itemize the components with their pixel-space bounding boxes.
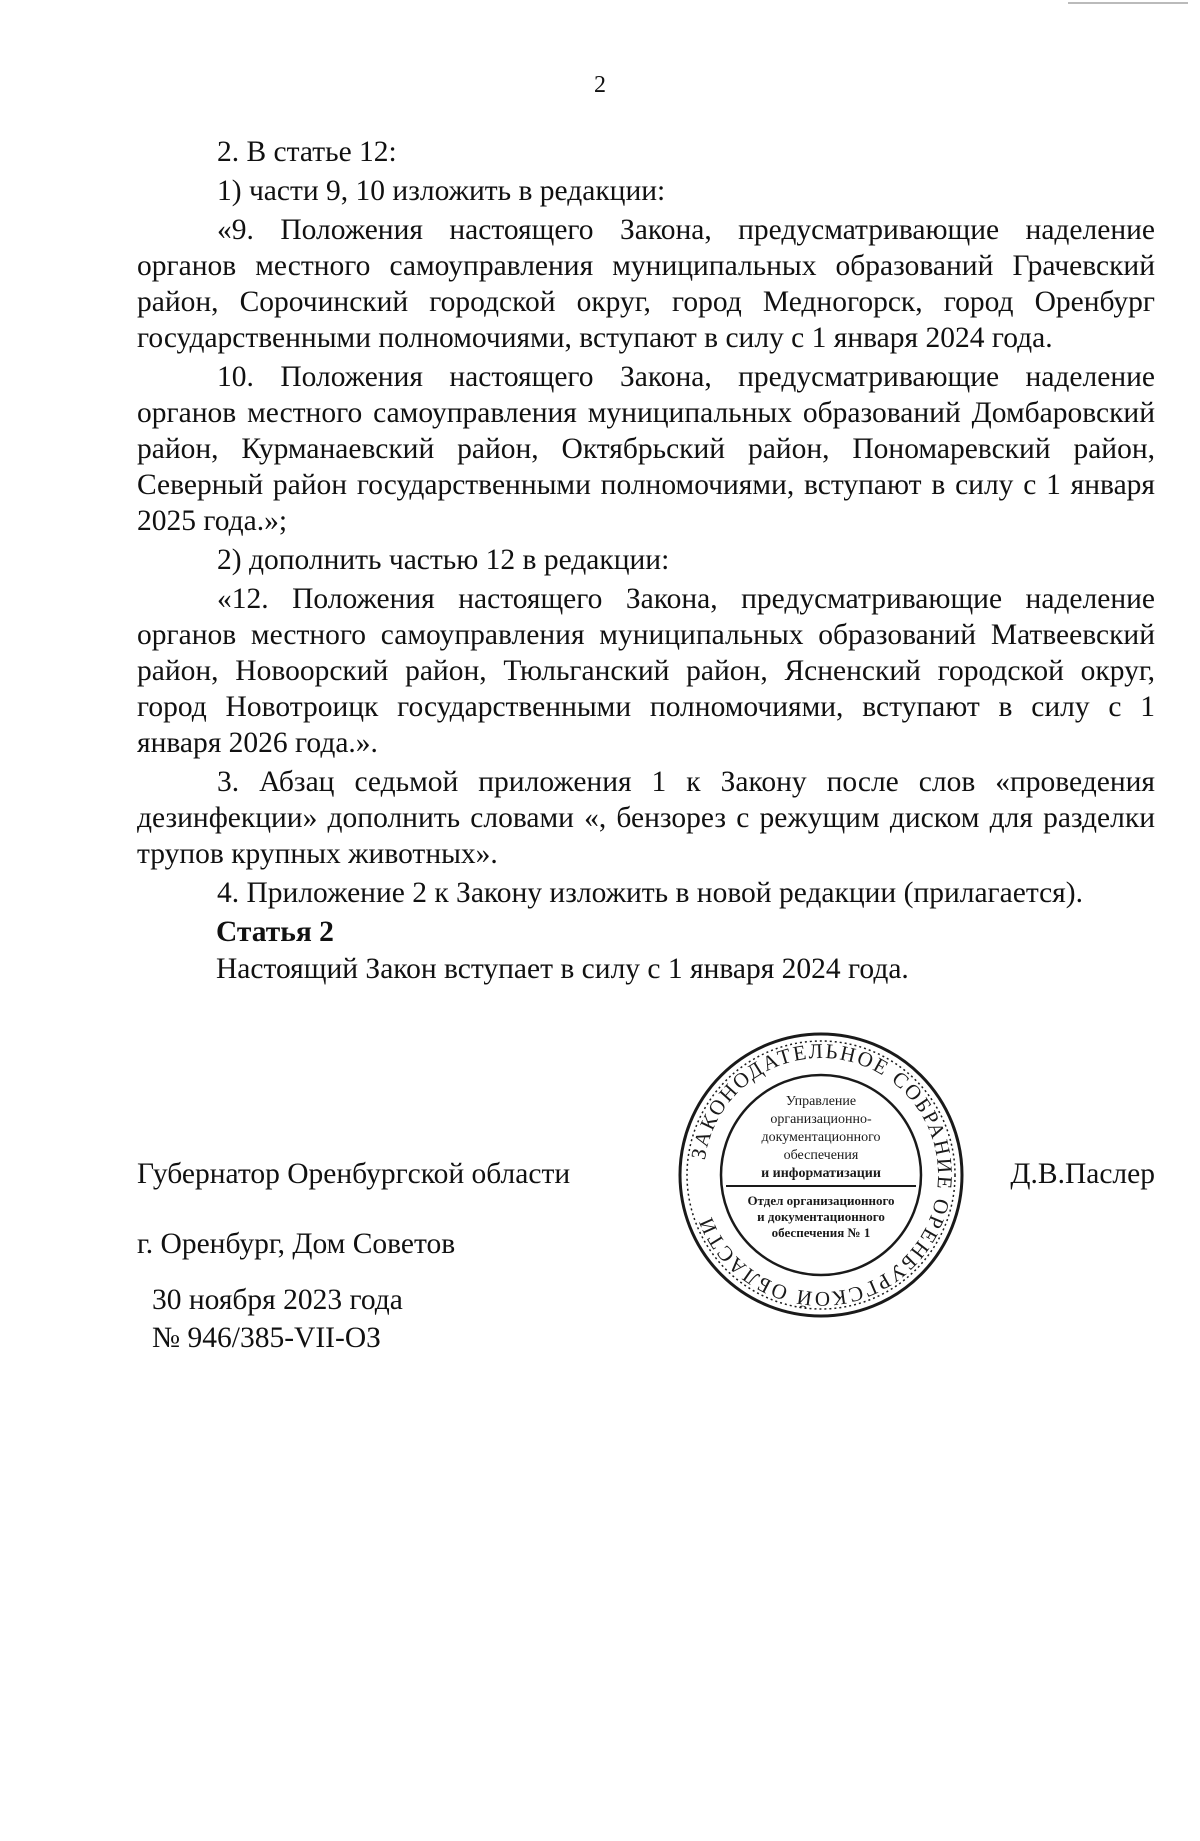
page-number: 2	[594, 72, 606, 98]
law-number: № 946/385-VII-ОЗ	[152, 1322, 381, 1354]
article-heading: Статья 2	[216, 916, 334, 948]
seal-line-5: и информатизации	[761, 1166, 881, 1181]
seal-line-1: Управление	[785, 1094, 857, 1109]
paragraph-part-10: 10. Положения настоящего Закона, предусматривающие наделение органов местного самоуправления муниципальных образований Домбаровский район, Курманаевский район, Октябрьский район, Пономаревский район, Северный район государственными полномочиями, вступают в силу с 1 января 2025 года.»;	[137, 361, 1155, 537]
paragraph-article-12-intro: 2. В статье 12:	[217, 136, 397, 168]
seal-line-8: обеспечения № 1	[771, 1225, 871, 1240]
official-seal-stamp	[676, 1030, 966, 1320]
seal-line-2: организационно-	[770, 1112, 872, 1127]
article-2-block	[216, 914, 909, 988]
signatory-title: Губернатор Оренбургской области	[137, 1158, 571, 1190]
paragraph-item-1: 1) части 9, 10 изложить в редакции:	[217, 175, 666, 207]
paragraph-part-9: «9. Положения настоящего Закона, предусматривающие наделение органов местного самоуправления муниципальных образований Грачевский район, Сорочинский городской округ, город Медногорск, город Оренбург государственными полномочиями, вступают в силу с 1 января 2024 года.	[137, 214, 1155, 354]
signing-place: г. Оренбург, Дом Советов	[137, 1228, 456, 1260]
paragraph-amendment-3: 3. Абзац седьмой приложения 1 к Закону после слов «проведения дезинфекции» дополнить словами «, бензорез с режущим диском для разделки трупов крупных животных».	[137, 766, 1155, 870]
signatory-name: Д.В.Паслер	[1010, 1158, 1155, 1190]
seal-ring-text: ЗАКОНОДАТЕЛЬНОЕ СОБРАНИЕ ОРЕНБУРГСКОЙ ОБЛАСТИ	[686, 1038, 958, 1312]
signing-date: 30 ноября 2023 года	[152, 1284, 403, 1316]
seal-center-text	[726, 1094, 916, 1240]
seal-line-3: документационного	[761, 1130, 881, 1145]
law-amendments-text	[137, 134, 1155, 914]
scan-edge-line	[1068, 2, 1188, 4]
seal-line-6: Отдел организационного	[747, 1193, 895, 1208]
paragraph-amendment-4: 4. Приложение 2 к Закону изложить в новой редакции (прилагается).	[217, 877, 1083, 909]
paragraph-part-12: «12. Положения настоящего Закона, предусматривающие наделение органов местного самоуправления муниципальных образований Матвеевский район, Новоорский район, Тюльганский район, Ясненский городской округ, город Новотроицк государственными полномочиями, вступают в силу с 1 января 2026 года.».	[137, 583, 1155, 759]
paragraph-item-2: 2) дополнить частью 12 в редакции:	[217, 544, 670, 576]
seal-line-4: обеспечения	[783, 1148, 859, 1163]
article-text: Настоящий Закон вступает в силу с 1 января 2024 года.	[216, 953, 909, 985]
seal-line-7: и документационного	[757, 1209, 885, 1224]
